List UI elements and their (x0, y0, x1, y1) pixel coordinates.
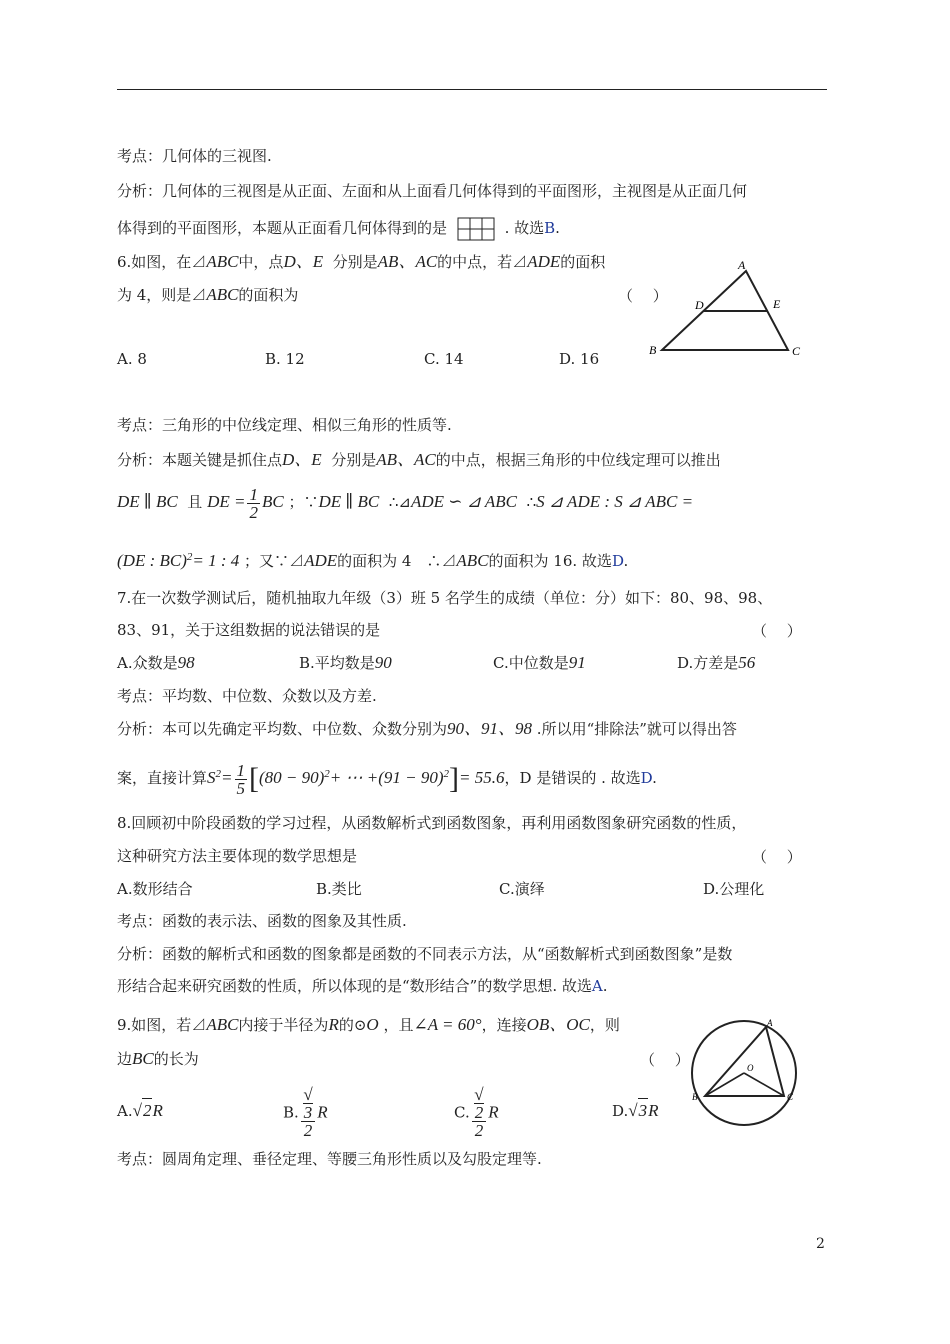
fig-label-D: D (695, 298, 704, 312)
q8-answer: A (591, 977, 603, 995)
q8-line2: 这种研究方法主要体现的数学思想是 (117, 847, 358, 865)
q7-answer: D (640, 769, 653, 787)
q6-line2: 为 4，则是⊿ABC的面积为 (117, 285, 299, 304)
q6-answer: D (611, 552, 624, 570)
fig-label-B: B (692, 1092, 698, 1102)
fig-label-E: E (773, 297, 781, 311)
q8-line1: 8.回顾初中阶段函数的学习过程，从函数解析式到函数图象，再利用函数图象研究函数的性质， (117, 814, 747, 832)
q7-fenxi: 分析：本可以先确定平均数、中位数、众数分别为90、91、98 .所以用“排除法”就可以得出答 (117, 719, 737, 738)
q5-fenxi-line1: 分析：几何体的三视图是从正面、左面和从上面看几何体得到的平面图形，主视图是从正面几何 (117, 182, 748, 200)
q6-paren: （ ） (618, 287, 668, 305)
q8-option-d: D.公理化 (703, 880, 765, 898)
q7-paren: （ ） (752, 622, 802, 640)
q7-line1: 7.在一次数学测试后，随机抽取九年级（3）班 5 名学生的成绩（单位：分）如下：80、98、98、 (117, 589, 773, 607)
q6-option-c: C. 14 (424, 350, 464, 368)
q7-option-b: B.平均数是90 (299, 653, 392, 672)
q9-option-b: B. √ 3 2 R (283, 1085, 328, 1140)
q8-option-a: A.数形结合 (117, 880, 193, 898)
q7-kaodian: 考点：平均数、中位数、众数以及方差. (117, 687, 377, 705)
q7-option-d: D.方差是56 (677, 653, 756, 672)
q7-line2: 83、91，关于这组数据的说法错误的是 (117, 621, 381, 639)
q7-calc-line: 案，直接计算$S^2=$ $\frac{1}{5}$ [$(80 - 90)^2+$ ⋯ $+(91 - 90)^2]= 55.6$，D 是错误的 . 故选D. (117, 760, 657, 798)
q9-option-a: A.√2R (117, 1098, 163, 1123)
q6-formula-line: DE ∥ BC 且 DE = $\frac{1}{2}$ BC ；∵DE ∥ BC ∴⊿ADE ∽ ⊿ ABC ∴S ⊿ ADE : S ⊿ ABC = (117, 484, 694, 522)
q6-option-b: B. 12 (265, 350, 305, 368)
fig-label-C: C (792, 344, 801, 358)
q9-line2: 边BC的长为 (117, 1049, 199, 1068)
q7-option-a: A.众数是98 (117, 653, 195, 672)
page-number: 2 (816, 1236, 825, 1252)
q6-formula-line2: (DE : BC)$^2$= 1 : 4 ；又∵⊿ADE的面积为 4 ∴⊿ABC的面积为 16. 故选D. (117, 551, 629, 570)
q8-option-b: B.类比 (316, 880, 362, 898)
q8-fenxi2: 形结合起来研究函数的性质，所以体现的是“数形结合”的数学思想. 故选A. (117, 977, 608, 995)
q9-line1: 9.如图，若⊿ABC内接于半径为R的⊙O ，且∠A = 60°，连接OB、OC，则 (117, 1015, 620, 1034)
q6-fenxi: 分析：本题关键是抓住点D、E 分别是AB、AC的中点，根据三角形的中位线定理可以推出 (117, 450, 721, 469)
header-rule (117, 89, 827, 90)
fig-label-B: B (649, 343, 657, 357)
fig-label-O: O (747, 1063, 754, 1073)
fig-label-C: C (787, 1092, 794, 1102)
q7-fraction: $\frac{1}{5}$ (236, 760, 245, 798)
q9-circle-figure (685, 1012, 805, 1132)
q5-kaodian: 考点：几何体的三视图. (117, 147, 272, 165)
q6-option-d: D. 16 (559, 350, 600, 368)
q5-fenxi-line2: 体得到的平面图形，本题从正面看几何体得到的是 . 故选B. (117, 216, 560, 242)
q9-option-c: C. √ 2 2 R (454, 1085, 499, 1140)
q9-paren: （ ） (640, 1051, 690, 1069)
fig-label-A: A (738, 258, 746, 272)
q7-option-c: C.中位数是91 (493, 653, 586, 672)
q9-option-d: D.√3R (612, 1098, 659, 1123)
q6-fraction: $\frac{1}{2}$ (249, 484, 258, 522)
q6-line1: 6.如图，在⊿ABC中，点D、E 分别是AB、AC的中点，若⊿ADE的面积 (117, 252, 606, 271)
fig-label-A: A (767, 1018, 773, 1028)
q5-answer: B (544, 219, 556, 237)
q8-paren: （ ） (752, 848, 802, 866)
q6-option-a: A. 8 (117, 350, 147, 368)
q8-fenxi1: 分析：函数的解析式和函数的图象都是函数的不同表示方法，从“函数解析式到函数图象”是数 (117, 945, 733, 963)
q8-option-c: C.演绎 (499, 880, 545, 898)
q6-kaodian: 考点：三角形的中位线定理、相似三角形的性质等. (117, 416, 452, 434)
front-view-grid-icon (456, 216, 496, 242)
q9-kaodian: 考点：圆周角定理、垂径定理、等腰三角形性质以及勾股定理等. (117, 1150, 542, 1168)
q8-kaodian: 考点：函数的表示法、函数的图象及其性质. (117, 912, 407, 930)
q6-triangle-figure (640, 255, 810, 365)
